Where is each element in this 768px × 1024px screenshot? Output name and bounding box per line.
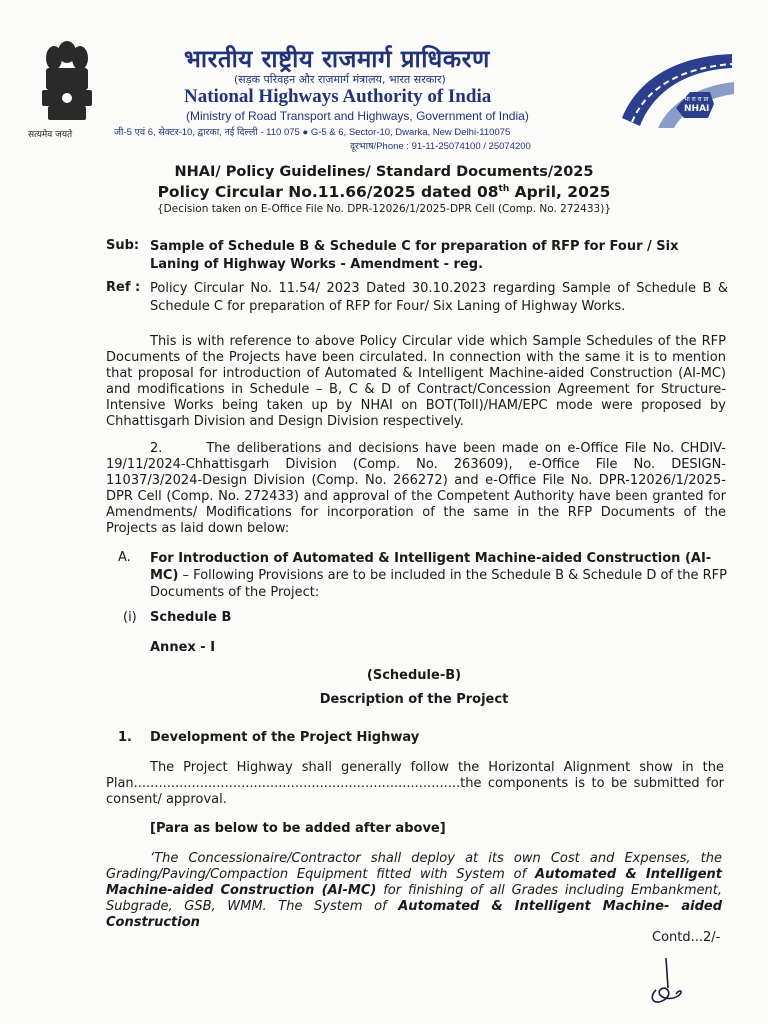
- continued-note: Contd...2/-: [652, 930, 721, 945]
- item-a-label: A.: [118, 550, 131, 565]
- section-1-number: 1.: [118, 730, 132, 745]
- reference-text: Policy Circular No. 11.54/ 2023 Dated 30.10.2023 regarding Sample of Schedule B & Schedule C for preparation of RFP for Four/ Six Laning of Highway Works.: [150, 281, 728, 314]
- description-heading: Description of the Project: [319, 692, 509, 707]
- subject-text: Sample of Schedule B & Schedule C for preparation of RFP for Four / Six Laning of Highway Works - Amendment - reg.: [150, 239, 679, 272]
- org-title: National Highways Authority of India: [184, 86, 492, 107]
- org-address: जी-5 एवं 6, सेक्टर-10, द्वारका, नई दिल्ली - 110 075 ● G-5 & 6, Sector-10, Dwarka, New Delhi-110075: [114, 127, 511, 138]
- reference-label: Ref :: [106, 280, 141, 295]
- national-emblem-icon: [36, 34, 98, 130]
- circular-reference-line: NHAI/ Policy Guidelines/ Standard Documents/2025: [174, 164, 594, 180]
- annex-label: Annex - I: [150, 640, 216, 655]
- signature-initial: [644, 954, 694, 1008]
- paragraph-2: 2. The deliberations and decisions have been made on e-Office File No. CHDIV-19/11/2024-Chhattisgarh Division (Comp. No. 263609), e-Office File No. DESIGN-11037/3/2024-Design Division (Comp. No. 266272) and e-Office File No. DPR-12026/1/2025-DPR Cell (Comp. No. 272433) and approval of the Competent Authority have been granted for Amendments/ Modifications for incorporation of the same in the RFP Documents of the Projects as laid down below:: [106, 441, 726, 536]
- section-1-title: Development of the Project Highway: [150, 730, 420, 745]
- nhai-logo-hindi: भा रा रा प्रा: [684, 96, 709, 103]
- nhai-logo-text: NHAI: [684, 104, 710, 114]
- circular-number-line: Policy Circular No.11.66/2025 dated 08th April, 2025: [157, 183, 611, 201]
- subject-label: Sub:: [106, 238, 140, 253]
- section-1-text: The Project Highway shall generally follow the Horizontal Alignment show in the Plan...............................................................................the components is to be submitted for consent/ approval.: [106, 760, 724, 807]
- quoted-provision: ‘The Concessionaire/Contractor shall deploy at its own Cost and Expenses, the Grading/Paving/Compaction Equipment fitted with System of Automated & Intelligent Machine-aided Construction (AI-MC) for finishing of all Grades including Embankment, Subgrade, GSB, WMM. The System of Automated & Intelligent Machine- aided Construction: [106, 851, 722, 930]
- org-phone: दूरभाष/Phone : 91-11-25074100 / 25074200: [350, 141, 531, 152]
- item-i-label: (i): [123, 610, 137, 625]
- item-a-text: For Introduction of Automated & Intelligent Machine-aided Construction (AI-MC) – Following Provisions are to be included in the Schedule B & Schedule D of the RFP Documents of the Project:: [150, 551, 727, 600]
- circular-decision-note: {Decision taken on E-Office File No. DPR-12026/1/2025-DPR Cell (Comp. No. 272433)}: [156, 203, 612, 215]
- schedule-heading: (Schedule-B): [366, 668, 462, 683]
- hindi-org-title: भारतीय राष्ट्रीय राजमार्ग प्राधिकरण: [184, 44, 490, 73]
- emblem-motto: सत्यमेव जयते: [28, 130, 73, 140]
- hindi-org-subtitle: (सड़क परिवहन और राजमार्ग मंत्रालय, भारत सरकार): [234, 73, 446, 86]
- paragraph-1: This is with reference to above Policy Circular vide which Sample Schedules of the RFP Documents of the Projects have been circulated. In connection with the same it is to mention that proposal for introduction of Automated & Intelligent Machine-aided Construction (AI-MC) and modifications in Schedule – B, C & D of Contract/Concession Agreement for Structure-Intensive Works being taken up by NHAI on BOT(Toll)/HAM/EPC mode were proposed by Chhattisgarh Division and Design Division respectively.: [106, 334, 726, 429]
- org-subtitle: (Ministry of Road Transport and Highways, Government of India): [186, 109, 529, 123]
- bracket-note: [Para as below to be added after above]: [150, 821, 446, 836]
- item-i-text: Schedule B: [150, 610, 232, 625]
- nhai-logo-icon: [618, 48, 736, 130]
